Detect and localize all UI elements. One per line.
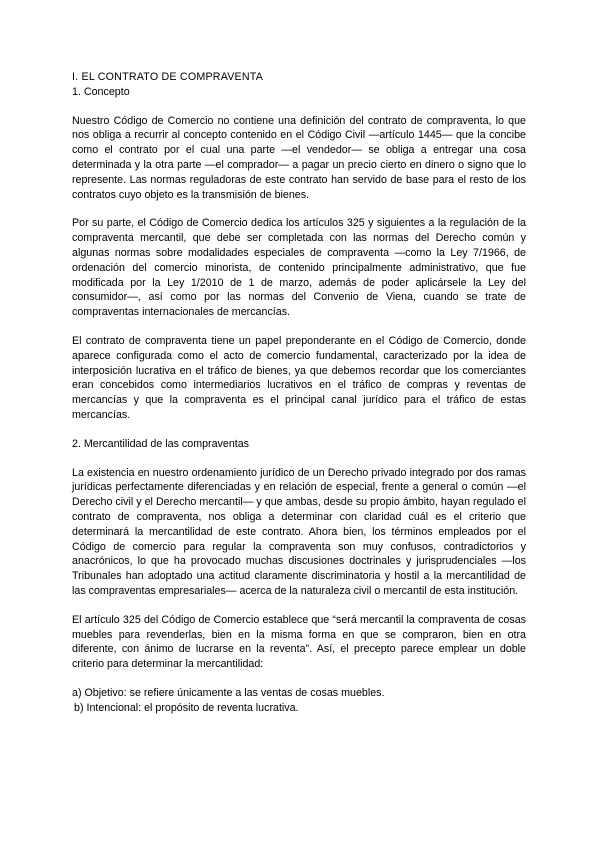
spacer [72,452,526,466]
document-title: I. EL CONTRATO DE COMPRAVENTA [72,71,264,83]
spacer [72,100,526,114]
list-item-objective: a) Objetivo: se refiere únicamente a las ventas de cosas muebles. [72,686,385,699]
paragraph-existence: La existencia en nuestro ordenamiento jurídico de un Derecho privado integrado por dos ramas jurídicas perfectamente diferenciadas y en relación de especial, frente a general o común —el Derecho civil y el Derecho mercantil— y que ambas, desde su propio ámbito, hayan regulado el contrato de compraventa, nos obliga a determinar con claridad cuál es el criterio que determinará la mercantilidad de este contrato. Ahora bien, los términos empleados por el Código de comercio para regular la compraventa son muy confusos, contradictorios y anacrónicos, lo que ha provocado muchas discusiones doctrinales y jurisprudenciales —los Tribunales han adoptado una actitud claramente discriminatoria y hostil a la mercantilidad de las compraventas empresariales— acerca de la naturaleza civil o mercantil de esta institución. [72,466,526,597]
spacer [72,320,526,334]
paragraph-regulation: Por su parte, el Código de Comercio dedica los artículos 325 y siguientes a la regulación de la compraventa mercantil, que debe ser completada con las normas del Derecho común y algunas normas sobre modalidades especiales de compraventa —como la Ley 7/1966, de ordenación del comercio minorista, de contenido principalmente administrativo, que fue modificada por la Ley 1/2010 de 1 de marzo, además de poder aplicársele la Ley del consumidor—, así como por las normas del Convenio de Viena, cuando se trate de compraventas internacionales de mercancías. [72,217,526,319]
section-heading-concepto: 1. Concepto [72,85,130,98]
spacer [72,423,526,437]
spacer [72,672,526,686]
list-item-intentional: b) Intencional: el propósito de reventa lucrativa. [74,701,299,714]
spacer [72,202,526,216]
paragraph-definition: Nuestro Código de Comercio no contiene una definición del contrato de compraventa, lo que nos obliga a recurrir al concepto contenido en el Código Civil —artículo 1445— que la concibe como el contrato por el cual una parte —el vendedor— se obliga a entregar una cosa determinada y la otra parte —el comprador— a pagar un precio cierto en dinero o signo que lo represente. Las normas reguladoras de este contrato han servido de base para el resto de los contratos cuyo objeto es la transmisión de bienes. [72,114,526,201]
section-heading-mercantilidad: 2. Mercantilidad de las compraventas [72,437,250,450]
spacer [72,599,526,613]
paragraph-article-325: El artículo 325 del Código de Comercio establece que “será mercantil la compraventa de cosas muebles para revenderlas, bien en la misma forma en que se compraron, bien en otra diferente, con ánimo de lucrarse en la reventa”. Así, el precepto parece emplear un doble criterio para determinar la mercantilidad: [72,613,526,671]
criteria-list [72,686,526,716]
document-page [72,70,526,715]
paragraph-role: El contrato de compraventa tiene un papel preponderante en el Código de Comercio, donde aparece configurada como el acto de comercio fundamental, caracterizado por la idea de interposición lucrativa en el tráfico de bienes, ya que debemos recordar que los comerciantes eran concebidos como intermediarios lucrativos en el tráfico de compras y reventas de mercancías y que la compraventa es el principal canal jurídico para el tráfico de estas mercancías. [72,334,526,421]
